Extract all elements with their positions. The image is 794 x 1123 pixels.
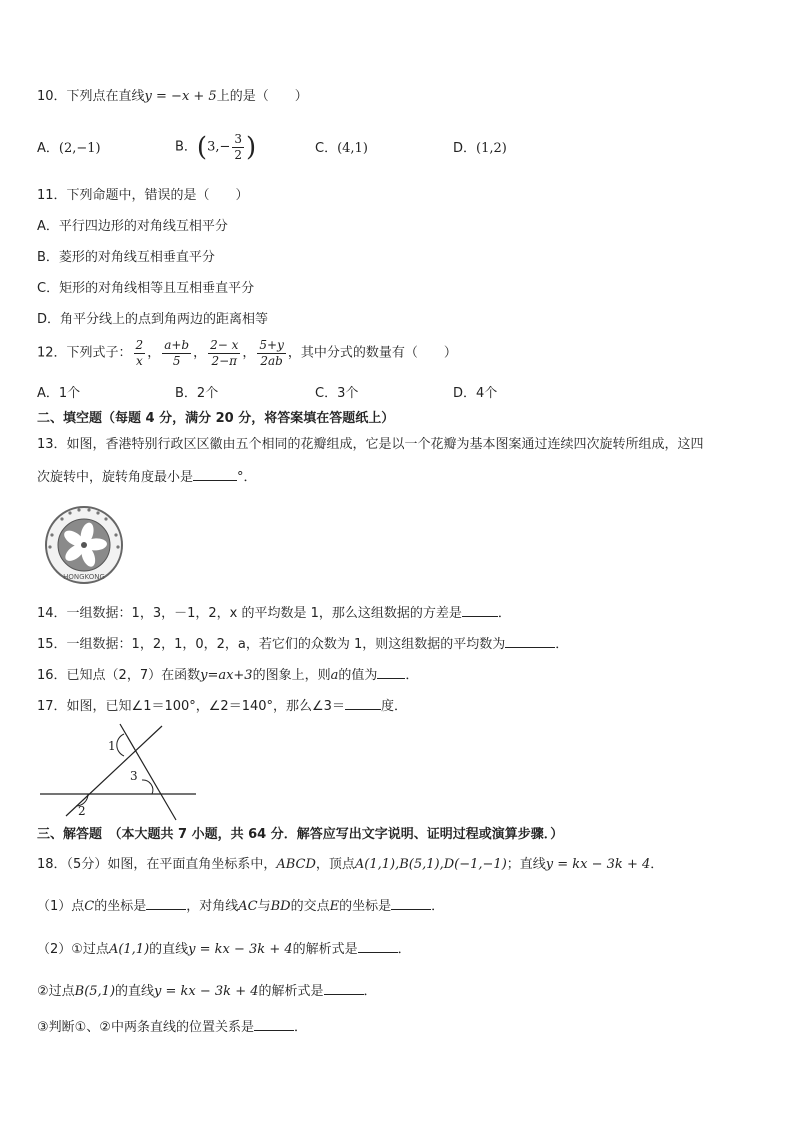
q16-function: y=ax+3 bbox=[200, 668, 253, 683]
text: 的直线 bbox=[149, 942, 189, 957]
option-letter: C． bbox=[315, 141, 338, 156]
answer-blank bbox=[462, 604, 498, 617]
text: ． bbox=[431, 899, 445, 914]
option-value: (2,−1) bbox=[58, 141, 101, 156]
option-letter: A． bbox=[37, 141, 59, 156]
q16-text: 16．已知点（2，7）在函数 bbox=[37, 668, 201, 683]
answer-blank bbox=[505, 635, 555, 648]
answer-blank bbox=[391, 897, 431, 910]
q17-text: 17．如图，已知∠1＝100°，∠2＝140°，那么∠3＝ bbox=[37, 699, 345, 714]
answer-blank bbox=[358, 940, 398, 953]
point-c: C bbox=[84, 899, 95, 914]
text: （2）①过点 bbox=[37, 942, 109, 957]
text: （1）点 bbox=[37, 899, 85, 914]
q17-end: 度． bbox=[380, 699, 407, 714]
left-paren: ( bbox=[196, 132, 208, 163]
denominator: 2−π bbox=[211, 354, 238, 368]
option-value: (4,1) bbox=[337, 141, 368, 156]
text: ③判断①、②中两条直线的位置关系是 bbox=[37, 1020, 254, 1035]
comma: ， bbox=[242, 345, 256, 361]
q18-part-3 bbox=[37, 982, 377, 1001]
text: 的解析式是 bbox=[258, 984, 324, 999]
question-18-stem bbox=[37, 856, 663, 874]
question-15 bbox=[37, 635, 568, 654]
q12-stem-end: ，其中分式的数量有（ ） bbox=[287, 345, 457, 361]
text: ． bbox=[363, 984, 377, 999]
q18-part-2 bbox=[37, 940, 411, 959]
q16-variable: a bbox=[330, 668, 339, 683]
diagonal-bd: BD bbox=[270, 899, 291, 914]
answer-blank bbox=[254, 1018, 294, 1031]
denominator: 2 bbox=[234, 148, 243, 162]
q12-fraction-4 bbox=[257, 338, 285, 369]
text: 的坐标是 bbox=[339, 899, 392, 914]
option-letter: B． bbox=[175, 139, 197, 155]
denominator: 5 bbox=[172, 354, 181, 368]
q16-end: ． bbox=[405, 668, 419, 683]
text: 的交点 bbox=[290, 899, 330, 914]
text: 的直线 bbox=[115, 984, 155, 999]
q18-mid: ，顶点 bbox=[315, 857, 355, 872]
diagonal-ac: AC bbox=[238, 899, 258, 914]
q13-line-2-end: °． bbox=[237, 470, 257, 485]
q11-option-c: C．矩形的对角线相等且互相垂直平分 bbox=[37, 281, 255, 296]
text: ，对角线 bbox=[186, 899, 239, 914]
emblem-hongkong-text: HONGKONG bbox=[63, 573, 105, 581]
q14-end: ． bbox=[497, 606, 511, 621]
angle-label-3: 3 bbox=[130, 769, 138, 783]
q10-stem-text: 10．下列点在直线 bbox=[37, 89, 145, 104]
angle-1-arc bbox=[117, 734, 124, 756]
question-12-stem bbox=[37, 338, 457, 369]
q16-post: 的值为 bbox=[338, 668, 378, 683]
text: 的坐标是 bbox=[94, 899, 147, 914]
question-11-stem: 11．下列命题中，错误的是（ ） bbox=[37, 188, 249, 203]
section-3-heading: 三、解答题 （本大题共 7 小题，共 64 分．解答应写出文字说明、证明过程或演算步骤．） bbox=[37, 827, 564, 842]
q15-text: 15．一组数据：1，2，1，0，2，a，若它们的众数为 1，则这组数据的平均数为 bbox=[37, 637, 506, 652]
numerator: 5+y bbox=[259, 338, 284, 352]
q12-fraction-1 bbox=[134, 338, 146, 369]
q12-option-c: C．3个 bbox=[315, 386, 359, 401]
q13-line-2-text: 次旋转中，旋转角度最小是 bbox=[37, 470, 194, 485]
q18-text: 18．（5分）如图，在平面直角坐标系中， bbox=[37, 857, 277, 872]
q18-part-1 bbox=[37, 897, 444, 916]
q10-stem-end: 上的是（ ） bbox=[216, 89, 308, 104]
q10-option-a bbox=[37, 140, 101, 158]
question-16 bbox=[37, 666, 418, 685]
numerator: 2 bbox=[135, 338, 144, 352]
q18-line-equation: y = kx − 3k + 4 bbox=[545, 857, 651, 872]
q10-option-d bbox=[453, 140, 507, 158]
hong-kong-emblem-image bbox=[44, 505, 124, 587]
q18-mid2: ；直线 bbox=[506, 857, 546, 872]
point-e: E bbox=[329, 899, 340, 914]
q12-option-b: B．2个 bbox=[175, 386, 219, 401]
answer-blank bbox=[377, 666, 405, 679]
option-value: 3,− bbox=[207, 139, 231, 155]
q13-line-2 bbox=[37, 468, 257, 487]
text: ． bbox=[397, 942, 411, 957]
q18-shape: ABCD bbox=[276, 857, 316, 872]
numerator: 3 bbox=[234, 132, 243, 146]
question-14 bbox=[37, 604, 511, 623]
answer-blank bbox=[146, 897, 186, 910]
section-2-heading: 二、填空题（每题 4 分，满分 20 分，将答案填在答题纸上） bbox=[37, 411, 395, 426]
answer-blank bbox=[324, 982, 364, 995]
text: 与 bbox=[257, 899, 271, 914]
q13-line-1: 13．如图，香港特别行政区区徽由五个相同的花瓣组成，它是以一个花瓣为基本图案通过连续四次旋转所组成，这四 bbox=[37, 437, 704, 452]
numerator: a+b bbox=[164, 338, 190, 352]
denominator: 2ab bbox=[260, 354, 283, 368]
q12-fraction-2 bbox=[162, 338, 191, 369]
text: ②过点 bbox=[37, 984, 75, 999]
angle-3-arc bbox=[142, 780, 153, 794]
q10-b-fraction bbox=[232, 132, 244, 163]
line-equation: y = kx − 3k + 4 bbox=[188, 942, 293, 957]
q15-end: ． bbox=[555, 637, 569, 652]
angle-label-1: 1 bbox=[108, 739, 116, 753]
q11-option-b: B．菱形的对角线互相垂直平分 bbox=[37, 250, 215, 265]
text: 的解析式是 bbox=[292, 942, 358, 957]
angle-figure bbox=[36, 722, 206, 822]
question-10-stem bbox=[37, 88, 308, 106]
q10-option-b bbox=[175, 132, 256, 163]
q12-stem-text: 12．下列式子： bbox=[37, 345, 132, 361]
q18-part-4 bbox=[37, 1018, 307, 1037]
q12-option-d: D．4个 bbox=[453, 386, 498, 401]
point-b: B(5,1) bbox=[74, 984, 116, 999]
question-17 bbox=[37, 697, 407, 716]
q12-option-a: A．1个 bbox=[37, 386, 81, 401]
q18-points: A(1,1),B(5,1),D(−1,−1) bbox=[354, 857, 507, 872]
comma: ， bbox=[147, 345, 161, 361]
option-value: (1,2) bbox=[476, 141, 507, 156]
comma: ， bbox=[193, 345, 207, 361]
answer-blank bbox=[193, 468, 237, 481]
point-a: A(1,1) bbox=[108, 942, 150, 957]
denominator: x bbox=[135, 354, 143, 368]
q18-end: ． bbox=[650, 857, 664, 872]
q10-equation: y = −x + 5 bbox=[144, 89, 217, 104]
text: ． bbox=[293, 1020, 307, 1035]
angle-label-2: 2 bbox=[78, 804, 86, 818]
q14-text: 14．一组数据：1，3，－1，2，x 的平均数是 1，那么这组数据的方差是 bbox=[37, 606, 462, 621]
line-equation: y = kx − 3k + 4 bbox=[154, 984, 259, 999]
answer-blank bbox=[345, 697, 381, 710]
right-paren: ) bbox=[246, 132, 257, 163]
q12-fraction-3 bbox=[208, 338, 240, 369]
q11-option-d: D．角平分线上的点到角两边的距离相等 bbox=[37, 312, 269, 327]
option-letter: D． bbox=[453, 141, 477, 156]
numerator: 2− x bbox=[210, 338, 239, 352]
q10-option-c bbox=[315, 140, 368, 158]
q11-option-a: A．平行四边形的对角线互相平分 bbox=[37, 219, 228, 234]
q16-mid: 的图象上，则 bbox=[252, 668, 331, 683]
